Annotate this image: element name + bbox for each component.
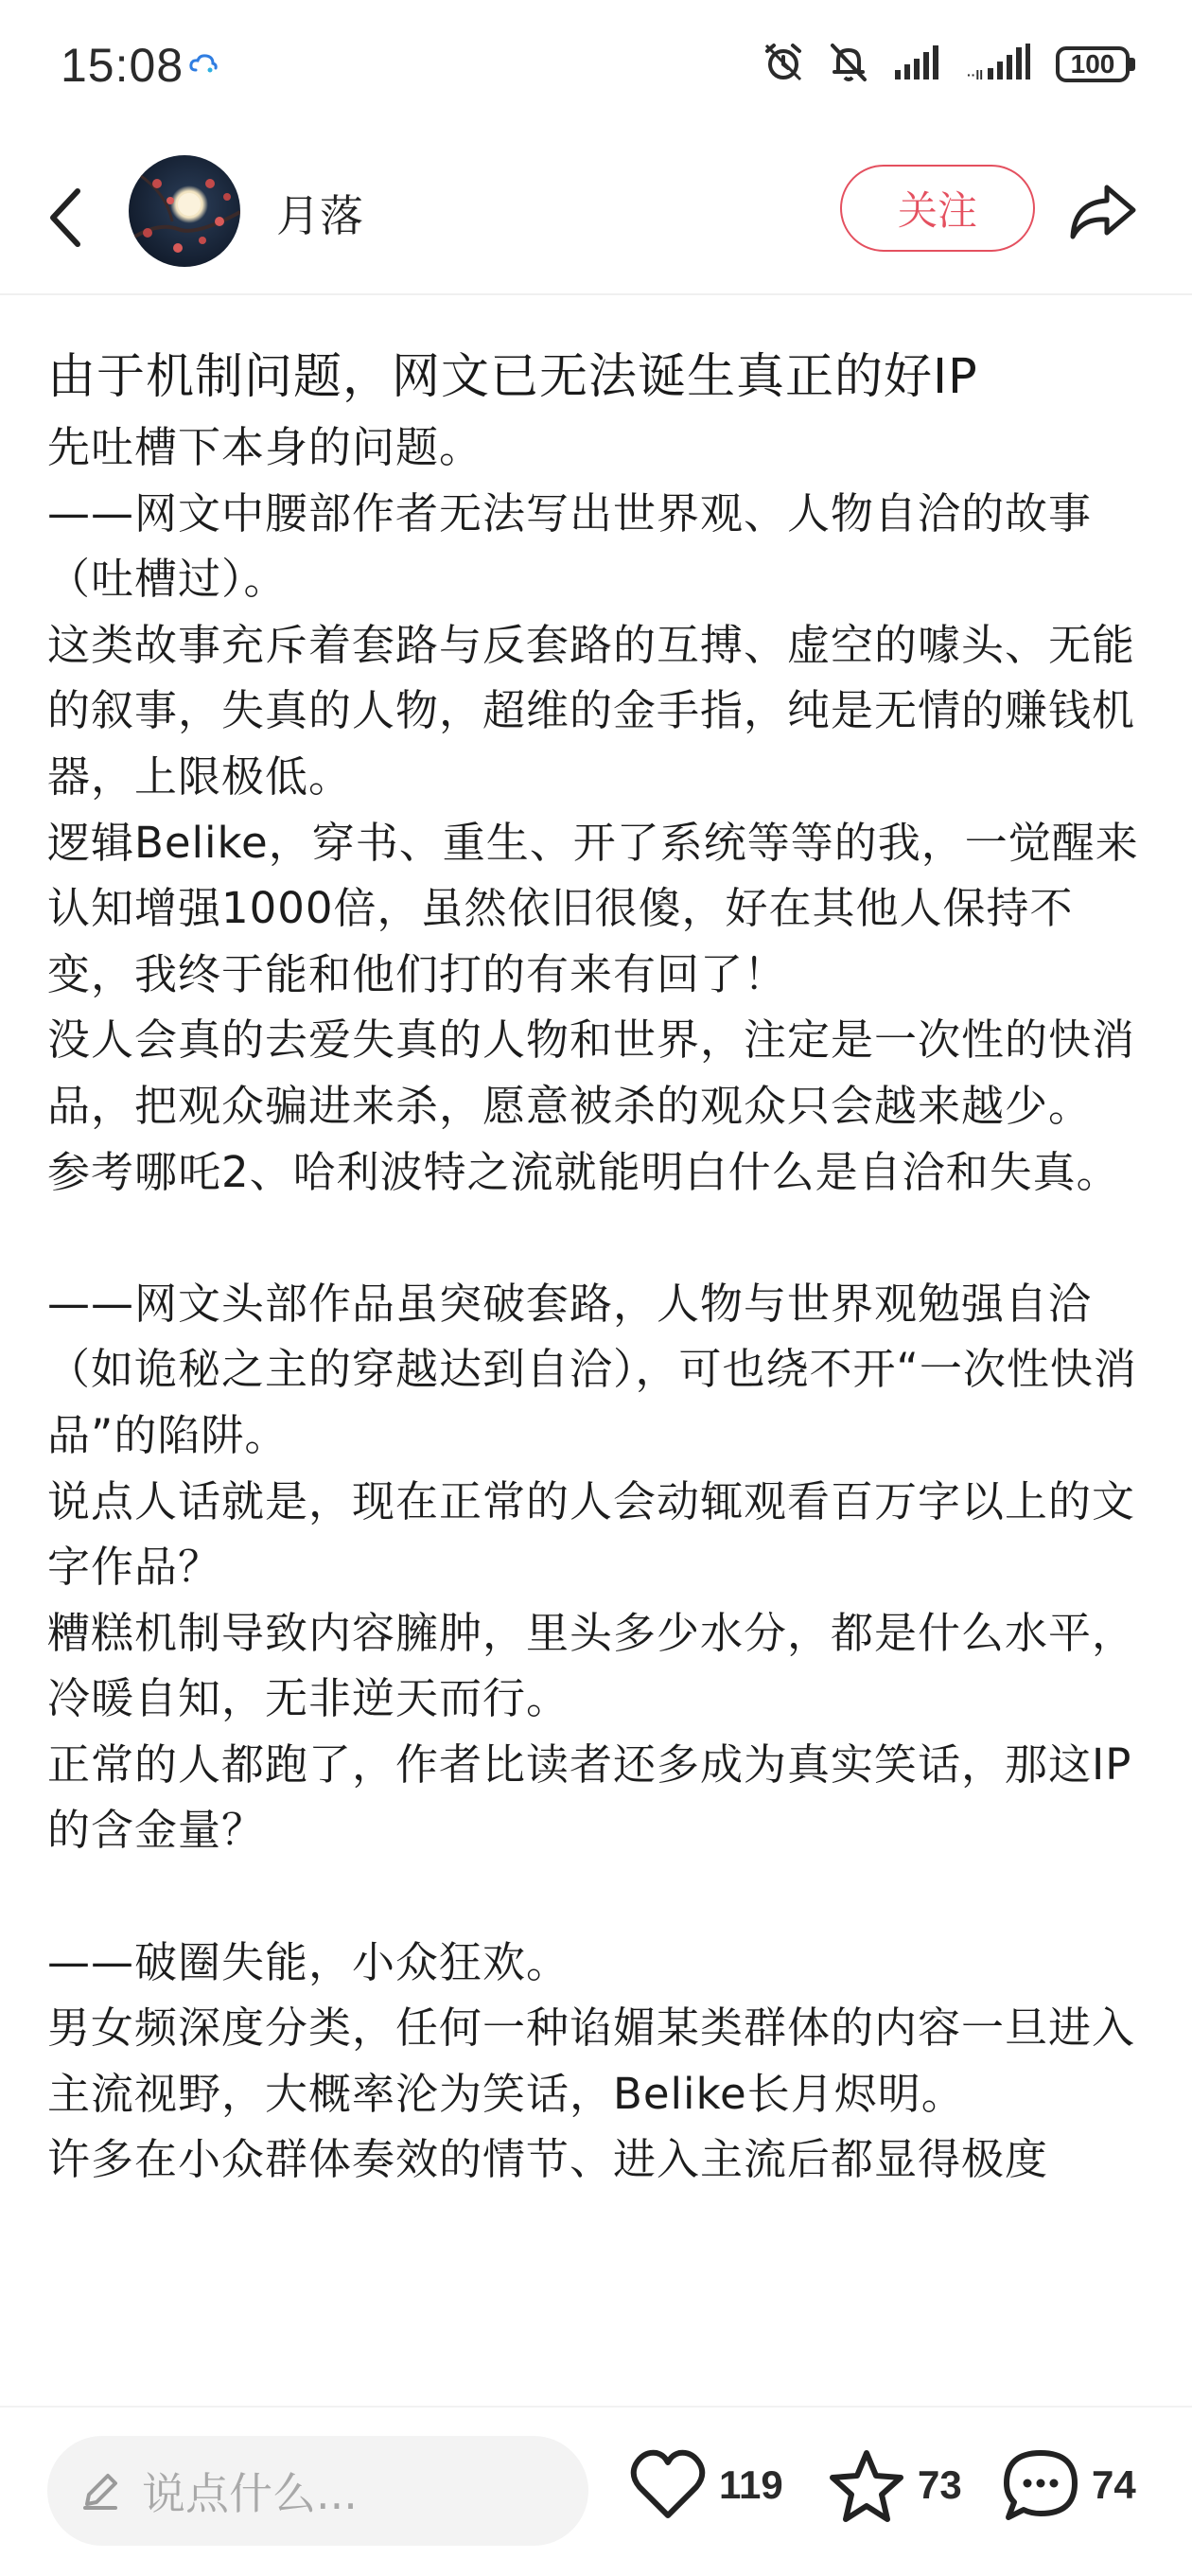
- star-icon: [827, 2447, 906, 2523]
- status-icons: [763, 42, 1135, 87]
- back-button[interactable]: [38, 178, 95, 257]
- follow-button[interactable]: 关注: [840, 165, 1035, 252]
- paragraph: 糟糕机制导致内容臃肿，里头多少水分，都是什么水平，冷暖自知，无非逆天而行。: [47, 1607, 1136, 1724]
- pencil-icon: [76, 2466, 125, 2515]
- status-bar: [0, 0, 1192, 132]
- paragraph: ——破圈失能，小众狂欢。: [47, 1936, 570, 1987]
- post-body: [47, 343, 1145, 2193]
- status-time: 15:08: [61, 39, 184, 92]
- comment-icon: [1001, 2447, 1080, 2523]
- comment-placeholder: 说点什么...: [142, 2468, 358, 2519]
- bottom-action-bar: [0, 2406, 1192, 2576]
- blank-line: [47, 1205, 1145, 1271]
- signal-icon: [893, 44, 942, 85]
- comment-input[interactable]: [47, 2436, 588, 2546]
- post-title: 由于机制问题，网文已无法诞生真正的好IP: [47, 349, 978, 405]
- paragraph: 正常的人都跑了，作者比读者还多成为真实笑话，那这IP的含金量？: [47, 1738, 1132, 1856]
- paragraph: ——网文中腰部作者无法写出世界观、人物自洽的故事（吐槽过）。: [47, 487, 1093, 605]
- paragraph: ——网文头部作品虽突破套路，人物与世界观勉强自洽（如诡秘之主的穿越达到自洽），可也绕不开“一次性快消品”的陷阱。: [47, 1278, 1137, 1460]
- svg-text:··ll: ··ll: [967, 67, 984, 81]
- paragraph: 参考哪吒2、哈利波特之流就能明白什么是自洽和失真。: [47, 1146, 1120, 1197]
- blank-line: [47, 1863, 1145, 1930]
- favorite-button[interactable]: [827, 2447, 962, 2523]
- paragraph: 先吐槽下本身的问题。: [47, 422, 483, 472]
- paragraph: 许多在小众群体奏效的情节、进入主流后都显得极度: [47, 2134, 1049, 2185]
- favorite-count: 73: [918, 2462, 962, 2507]
- heart-icon: [628, 2447, 708, 2523]
- share-icon: [1067, 182, 1139, 242]
- paragraph: 逻辑Belike，穿书、重生、开了系统等等的我，一觉醒来认知增强1000倍，虽然依旧很傻，好在其他人保持不变，我终于能和他们打的有来有回了！: [47, 817, 1139, 999]
- mute-icon: [829, 42, 868, 87]
- signal-icon-2: [967, 44, 1031, 85]
- comment-count: 74: [1092, 2462, 1136, 2507]
- back-icon: [47, 187, 85, 248]
- alarm-icon: [763, 42, 804, 87]
- post-header: [0, 142, 1192, 295]
- battery-level: 100: [1056, 46, 1130, 82]
- username[interactable]: 月落: [276, 190, 363, 241]
- share-button[interactable]: [1063, 172, 1143, 252]
- avatar[interactable]: [129, 155, 240, 267]
- paragraph: 男女频深度分类，任何一种谄媚某类群体的内容一旦进入主流视野，大概率沦为笑话，Belike长月烬明。: [47, 2003, 1136, 2119]
- cloud-sync-icon: [189, 53, 218, 78]
- comment-button[interactable]: [1001, 2447, 1136, 2523]
- like-count: 119: [719, 2462, 783, 2507]
- paragraph: 没人会真的去爱失真的人物和世界，注定是一次性的快消品，把观众骗进来杀，愿意被杀的观众只会越来越少。: [47, 1015, 1136, 1131]
- like-button[interactable]: [628, 2447, 783, 2523]
- paragraph: 这类故事充斥着套路与反套路的互搏、虚空的噱头、无能的叙事，失真的人物，超维的金手指，纯是无情的赚钱机器，上限极低。: [47, 619, 1136, 802]
- paragraph: 说点人话就是，现在正常的人会动辄观看百万字以上的文字作品？: [47, 1475, 1136, 1593]
- battery-icon: [1056, 46, 1135, 82]
